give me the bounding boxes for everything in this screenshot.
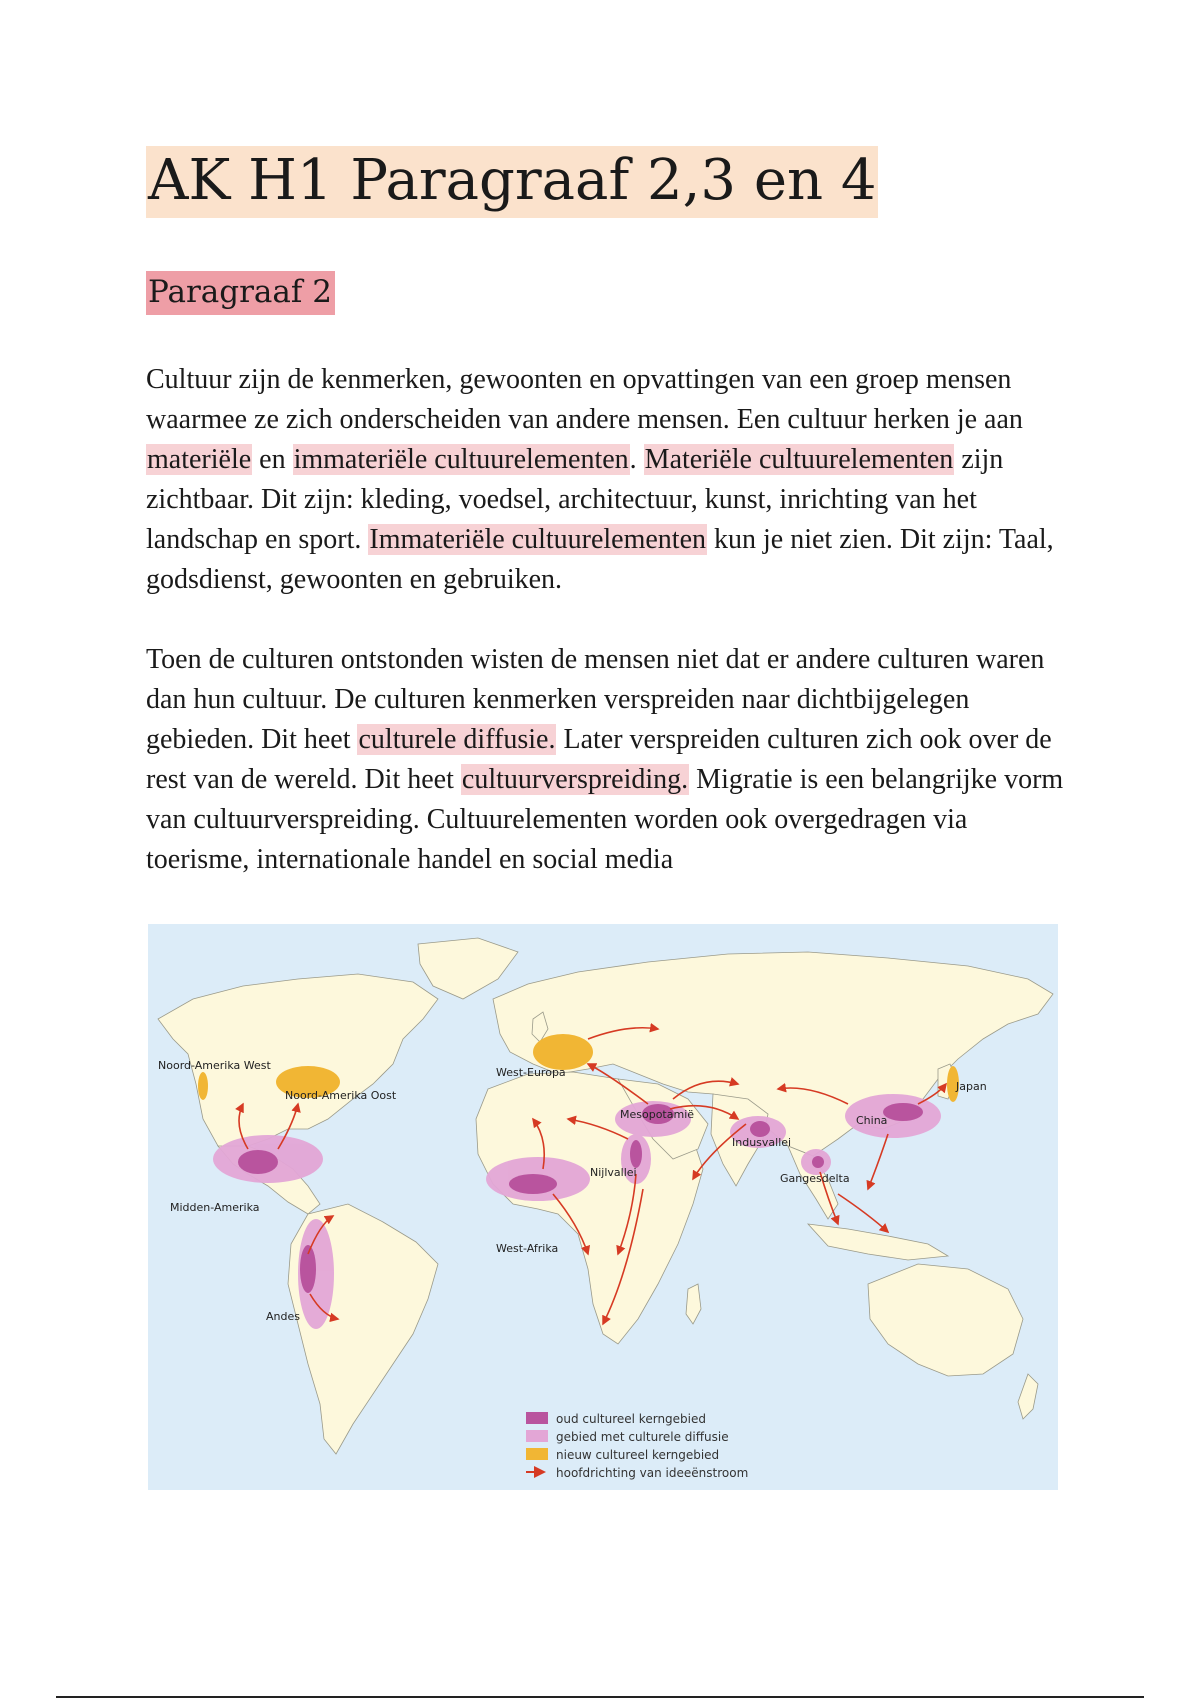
highlight-culturele-diffusie: culturele diffusie. <box>358 724 556 755</box>
legend-swatch-old-core <box>526 1412 548 1424</box>
label-nijlvallei: Nijlvallei <box>590 1166 637 1179</box>
label-gangesdelta: Gangesdelta <box>780 1172 850 1185</box>
text-segment: Toen de culturen ontstonden wisten de mensen niet dat er andere culturen waren dan hun cultuur. De culturen kenmerken verspreiden naar dichtbijgelegen gebieden. Dit heet <box>146 644 1045 755</box>
page-bottom-rule <box>56 1696 1144 1698</box>
text-segment: en <box>252 444 293 475</box>
label-midden-amerika: Midden-Amerika <box>170 1201 260 1214</box>
newcore-west-europa <box>533 1034 593 1070</box>
paragraph-culture-spread <box>146 640 1076 880</box>
page-title: AK H1 Paragraaf 2,3 en 4 <box>146 146 878 218</box>
legend-old-core: oud cultureel kerngebied <box>556 1412 706 1426</box>
label-mesopotamie: Mesopotamië <box>620 1108 695 1121</box>
label-noord-amerika-oost: Noord-Amerika Oost <box>285 1089 397 1102</box>
label-china: China <box>856 1114 888 1127</box>
core-nijlvallei <box>630 1140 642 1168</box>
label-japan: Japan <box>956 1080 987 1093</box>
label-indusvallei: Indusvallei <box>732 1136 792 1149</box>
map-svg <box>148 924 1058 1490</box>
text-segment: Migratie is een belangrijke vorm van cultuurverspreiding. Cultuurelementen worden ook overgedragen via toerisme, internationale handel en social media <box>146 764 1064 875</box>
text-segment: . <box>629 444 644 475</box>
label-west-afrika: West-Afrika <box>496 1242 559 1255</box>
label-andes: Andes <box>266 1310 300 1323</box>
text-segment: kun je niet zien. Dit zijn: Taal, godsdienst, gewoonten en gebruiken. <box>146 524 1054 595</box>
legend-new-core: nieuw cultureel kerngebied <box>556 1448 720 1462</box>
legend-diffusion: gebied met culturele diffusie <box>556 1430 729 1444</box>
text-segment: zijn zichtbaar. Dit zijn: kleding, voedsel, architectuur, kunst, inrichting van het landschap en sport. <box>146 444 1004 555</box>
highlight-materiele: materiële <box>147 444 252 475</box>
legend-direction: hoofdrichting van ideeënstroom <box>556 1466 749 1480</box>
legend-swatch-new-core <box>526 1448 548 1460</box>
world-culture-map <box>148 924 1058 1490</box>
legend-swatch-diffusion <box>526 1430 548 1442</box>
highlight-materiele-cultuurelementen: Materiële cultuurelementen <box>644 444 954 475</box>
core-midden-amerika <box>238 1150 278 1174</box>
newcore-noord-amerika-west <box>198 1072 208 1100</box>
core-gangesdelta <box>812 1156 824 1168</box>
core-indusvallei <box>750 1121 770 1137</box>
core-china <box>883 1103 923 1121</box>
highlight-immateriele-cultuurelementen: immateriële cultuurelementen <box>293 444 629 475</box>
label-west-europa: West-Europa <box>496 1066 566 1079</box>
highlight-cultuurverspreiding: cultuurverspreiding. <box>461 764 689 795</box>
paragraph-culture-definition <box>146 360 1076 600</box>
label-noord-amerika-west: Noord-Amerika West <box>158 1059 271 1072</box>
text-segment: Cultuur zijn de kenmerken, gewoonten en opvattingen van een groep mensen waarmee ze zich onderscheiden van andere mensen. Een cultuur herken je aan <box>146 364 1023 435</box>
text-segment: Later verspreiden culturen zich ook over de rest van de wereld. Dit heet <box>146 724 1052 795</box>
highlight-immateriele-cultuurelementen-2: Immateriële cultuurelementen <box>369 524 707 555</box>
section-heading: Paragraaf 2 <box>146 271 335 315</box>
core-west-afrika <box>509 1174 557 1194</box>
